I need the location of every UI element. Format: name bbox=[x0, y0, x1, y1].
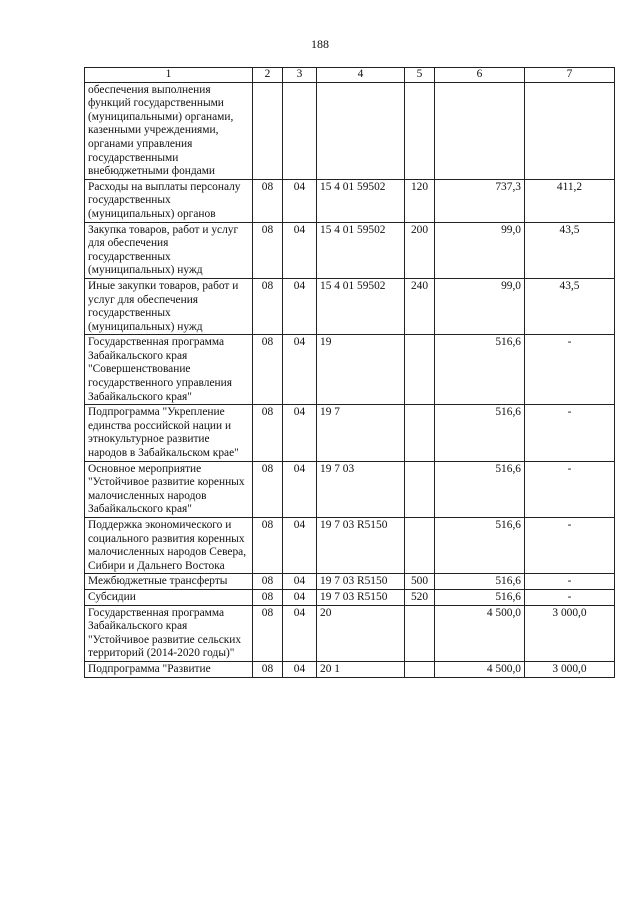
row-expense-type bbox=[405, 461, 435, 517]
row-name: Межбюджетные трансферты bbox=[85, 574, 253, 590]
row-name: Поддержка экономического и социального развития коренных малочисленных народов Севера, Сибири и Дальнего Востока bbox=[85, 518, 253, 574]
row-section: 08 bbox=[253, 222, 283, 278]
row-amount-2: 43,5 bbox=[525, 278, 615, 334]
row-section bbox=[253, 82, 283, 179]
table-row bbox=[85, 278, 615, 334]
row-amount-2: - bbox=[525, 335, 615, 405]
row-subsection: 04 bbox=[283, 405, 317, 461]
row-target-article: 19 7 03 R5150 bbox=[317, 518, 405, 574]
row-section: 08 bbox=[253, 589, 283, 605]
table-row bbox=[85, 518, 615, 574]
row-subsection: 04 bbox=[283, 605, 317, 661]
column-header: 3 bbox=[283, 68, 317, 83]
row-target-article: 19 bbox=[317, 335, 405, 405]
row-expense-type: 520 bbox=[405, 589, 435, 605]
row-name: Основное мероприятие "Устойчивое развитие коренных малочисленных народов Забайкальского края" bbox=[85, 461, 253, 517]
row-amount-1 bbox=[435, 82, 525, 179]
row-subsection: 04 bbox=[283, 518, 317, 574]
row-target-article: 20 1 bbox=[317, 661, 405, 677]
row-subsection bbox=[283, 82, 317, 179]
row-section: 08 bbox=[253, 278, 283, 334]
row-expense-type bbox=[405, 335, 435, 405]
row-expense-type: 120 bbox=[405, 179, 435, 222]
row-amount-2: - bbox=[525, 461, 615, 517]
row-expense-type bbox=[405, 82, 435, 179]
row-subsection: 04 bbox=[283, 335, 317, 405]
row-amount-1: 516,6 bbox=[435, 574, 525, 590]
row-amount-1: 737,3 bbox=[435, 179, 525, 222]
row-amount-2: 43,5 bbox=[525, 222, 615, 278]
row-amount-1: 516,6 bbox=[435, 335, 525, 405]
row-expense-type bbox=[405, 661, 435, 677]
table-row bbox=[85, 461, 615, 517]
row-expense-type bbox=[405, 605, 435, 661]
row-section: 08 bbox=[253, 605, 283, 661]
row-amount-2: 411,2 bbox=[525, 179, 615, 222]
row-subsection: 04 bbox=[283, 574, 317, 590]
table-row bbox=[85, 179, 615, 222]
table-row bbox=[85, 82, 615, 179]
row-name: Подпрограмма "Укрепление единства российской нации и этнокультурное развитие народов в Забайкальском крае" bbox=[85, 405, 253, 461]
row-section: 08 bbox=[253, 335, 283, 405]
column-header: 1 bbox=[85, 68, 253, 83]
row-amount-2: - bbox=[525, 574, 615, 590]
column-header: 7 bbox=[525, 68, 615, 83]
row-name: обеспечения выполнения функций государственными (муниципальными) органами, казенными учреждениями, органами управления государственными внебюджетными фондами bbox=[85, 82, 253, 179]
row-expense-type: 500 bbox=[405, 574, 435, 590]
row-section: 08 bbox=[253, 179, 283, 222]
row-amount-2 bbox=[525, 82, 615, 179]
row-subsection: 04 bbox=[283, 661, 317, 677]
row-target-article: 15 4 01 59502 bbox=[317, 179, 405, 222]
table-row bbox=[85, 589, 615, 605]
row-section: 08 bbox=[253, 518, 283, 574]
row-subsection: 04 bbox=[283, 278, 317, 334]
row-amount-1: 516,6 bbox=[435, 589, 525, 605]
row-section: 08 bbox=[253, 574, 283, 590]
row-amount-2: - bbox=[525, 405, 615, 461]
column-header: 5 bbox=[405, 68, 435, 83]
table-row bbox=[85, 661, 615, 677]
row-section: 08 bbox=[253, 661, 283, 677]
table-row bbox=[85, 405, 615, 461]
row-expense-type bbox=[405, 518, 435, 574]
row-subsection: 04 bbox=[283, 461, 317, 517]
row-name: Государственная программа Забайкальского края "Совершенствование государственного управления Забайкальского края" bbox=[85, 335, 253, 405]
row-target-article: 19 7 03 R5150 bbox=[317, 589, 405, 605]
column-header: 6 bbox=[435, 68, 525, 83]
row-target-article: 19 7 bbox=[317, 405, 405, 461]
table-row bbox=[85, 335, 615, 405]
row-name: Субсидии bbox=[85, 589, 253, 605]
row-amount-2: - bbox=[525, 518, 615, 574]
table-row bbox=[85, 222, 615, 278]
row-amount-1: 99,0 bbox=[435, 222, 525, 278]
row-section: 08 bbox=[253, 461, 283, 517]
row-amount-1: 516,6 bbox=[435, 461, 525, 517]
page-number: 188 bbox=[311, 37, 329, 51]
row-expense-type: 200 bbox=[405, 222, 435, 278]
row-subsection: 04 bbox=[283, 179, 317, 222]
row-amount-1: 99,0 bbox=[435, 278, 525, 334]
row-subsection: 04 bbox=[283, 222, 317, 278]
header-row bbox=[85, 68, 615, 83]
row-section: 08 bbox=[253, 405, 283, 461]
row-target-article: 15 4 01 59502 bbox=[317, 222, 405, 278]
row-amount-1: 4 500,0 bbox=[435, 605, 525, 661]
row-target-article bbox=[317, 82, 405, 179]
row-name: Расходы на выплаты персоналу государственных (муниципальных) органов bbox=[85, 179, 253, 222]
row-amount-1: 516,6 bbox=[435, 518, 525, 574]
row-name: Подпрограмма "Развитие bbox=[85, 661, 253, 677]
row-name: Государственная программа Забайкальского края "Устойчивое развитие сельских территорий (2014-2020 годы)" bbox=[85, 605, 253, 661]
row-amount-2: 3 000,0 bbox=[525, 605, 615, 661]
table-row bbox=[85, 574, 615, 590]
row-target-article: 19 7 03 bbox=[317, 461, 405, 517]
column-header: 2 bbox=[253, 68, 283, 83]
row-amount-2: 3 000,0 bbox=[525, 661, 615, 677]
row-amount-1: 4 500,0 bbox=[435, 661, 525, 677]
table-row bbox=[85, 605, 615, 661]
row-name: Закупка товаров, работ и услуг для обеспечения государственных (муниципальных) нужд bbox=[85, 222, 253, 278]
row-target-article: 15 4 01 59502 bbox=[317, 278, 405, 334]
row-subsection: 04 bbox=[283, 589, 317, 605]
row-target-article: 20 bbox=[317, 605, 405, 661]
budget-table bbox=[84, 67, 615, 678]
column-header: 4 bbox=[317, 68, 405, 83]
row-expense-type bbox=[405, 405, 435, 461]
row-amount-2: - bbox=[525, 589, 615, 605]
row-expense-type: 240 bbox=[405, 278, 435, 334]
row-amount-1: 516,6 bbox=[435, 405, 525, 461]
row-name: Иные закупки товаров, работ и услуг для обеспечения государственных (муниципальных) нужд bbox=[85, 278, 253, 334]
row-target-article: 19 7 03 R5150 bbox=[317, 574, 405, 590]
